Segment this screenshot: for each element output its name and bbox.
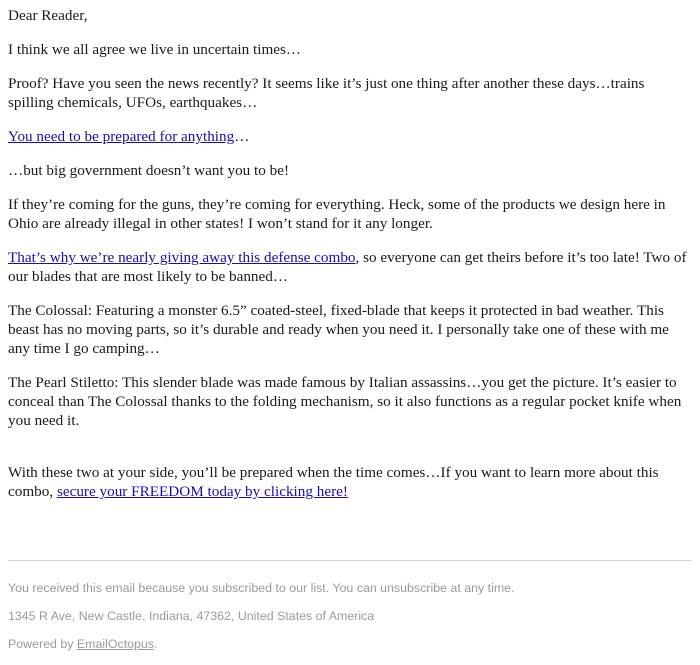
paragraph-freedom [8,463,692,501]
subscription-note [8,580,692,596]
paragraph-guns: If they’re coming for the guns, they’re coming for everything. Heck, some of the products we design here in Ohio are already illegal in other states! I won’t stand for it any longer. [8,196,666,232]
footer-divider [8,560,692,561]
paragraph-prepared [8,127,692,146]
prepared-link[interactable]: You need to be prepared for anything [8,128,235,145]
subscription-note-text: You received this email because you subscribed to our list. You can unsubscribe at any time. [8,581,515,595]
paragraph-colossal: The Colossal: Featuring a monster 6.5” coated-steel, fixed-blade that keeps it protected in bad weather. This beast has no moving parts, so it’s durable and ready when you need it. I personally take one of these with me any time I go camping… [8,302,669,357]
paragraph-uncertain-times: I think we all agree we live in uncertain times… [8,41,302,58]
email-footer [8,580,692,664]
mailing-address: 1345 R Ave, New Castle, Indiana, 47362, United States of America [8,609,375,623]
powered-by [8,636,692,652]
greeting: Dear Reader, [8,7,88,24]
emailoctopus-link[interactable]: EmailOctopus [76,637,155,651]
paragraph-big-government: …but big government doesn’t want you to be! [8,162,290,179]
defense-combo-link[interactable]: That’s why we’re nearly giving away this defense combo [8,249,356,266]
freedom-link[interactable]: secure your FREEDOM today by clicking here! [56,483,348,500]
paragraph-defense-combo [8,248,692,286]
defense-combo-text: , so everyone can get theirs before it’s too late! Two of our blades that are most likely to be banned… [8,249,687,285]
paragraph-pearl-stiletto: The Pearl Stiletto: This slender blade was made famous by Italian assassins…you get the picture. It’s easier to conceal than The Colossal thanks to the folding mechanism, so it also functions as a regular pocket knife when you need it. [8,374,682,429]
prepared-ellipsis: … [234,128,250,145]
email-body [8,6,692,516]
paragraph-proof: Proof? Have you seen the news recently? It seems like it’s just one thing after another these days…trains spilling chemicals, UFOs, earthquakes… [8,75,645,111]
powered-by-suffix: . [154,637,158,651]
freedom-text: With these two at your side, you’ll be prepared when the time comes…If you want to learn more about this combo, [8,464,659,500]
powered-by-prefix: Powered by [8,637,77,651]
